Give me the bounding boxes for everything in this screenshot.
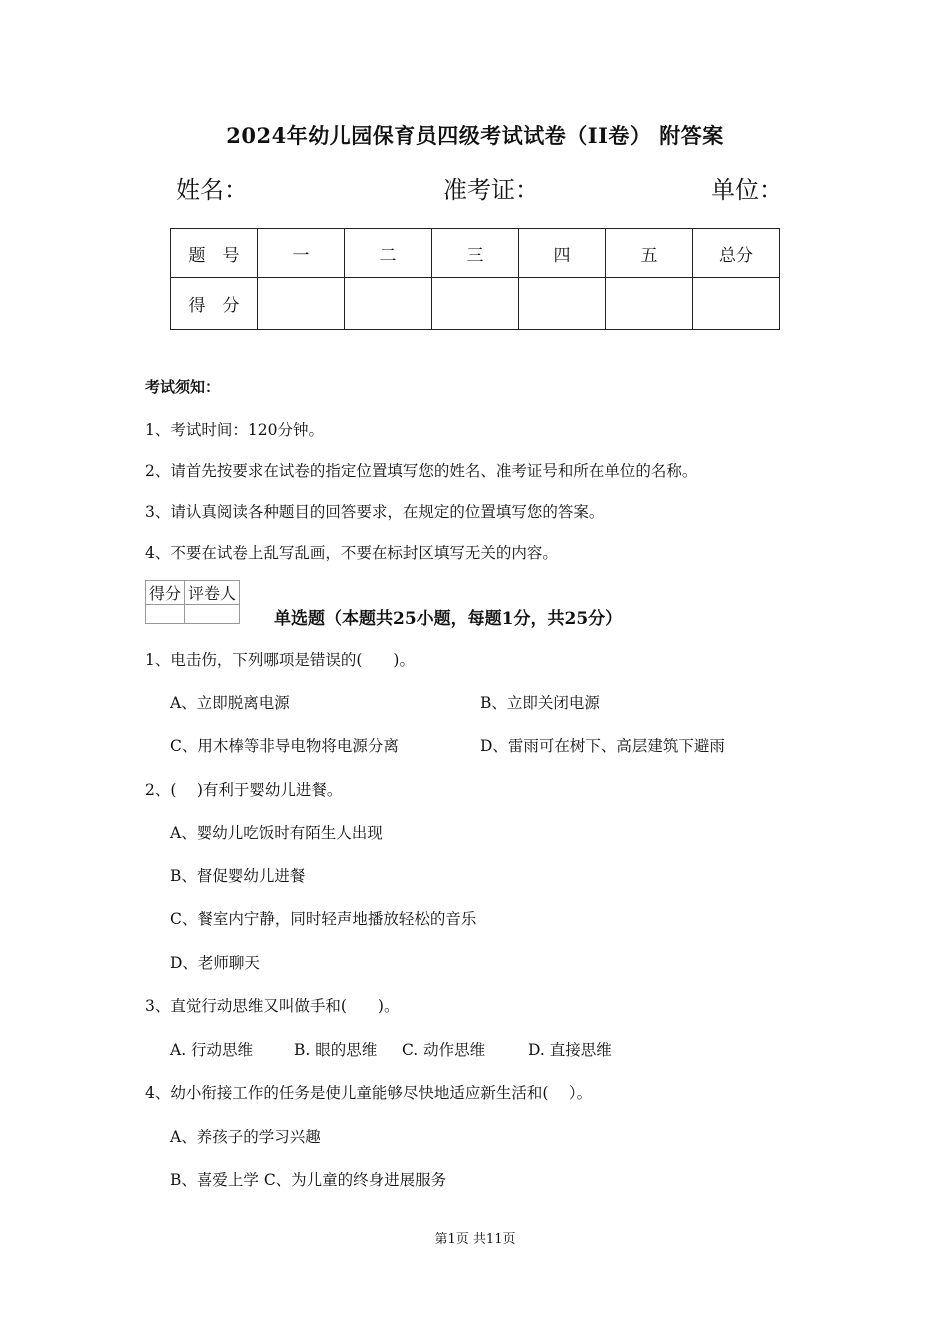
score-table-header-row	[171, 229, 780, 278]
question-option: C. 动作思维	[402, 1041, 486, 1059]
score-header-cell: 二	[345, 229, 432, 278]
question-option: C、用木棒等非导电物将电源分离	[170, 737, 399, 755]
score-cell	[258, 278, 345, 330]
question-option: A、养孩子的学习兴趣	[170, 1128, 321, 1146]
question-option: A、婴幼儿吃饭时有陌生人出现	[170, 824, 383, 842]
question-option: A. 行动思维	[170, 1041, 254, 1059]
score-cell	[606, 278, 693, 330]
question-option: B、督促婴幼儿进餐	[170, 867, 306, 885]
question-option: D、老师聊天	[170, 954, 260, 972]
document-title: 2024年幼儿园保育员四级考试试卷（II卷） 附答案	[226, 123, 724, 148]
question-stem: 1、电击伤，下列哪项是错误的( )。	[145, 651, 415, 669]
unit-label: 单位：	[711, 176, 783, 204]
score-table-score-row	[171, 278, 780, 330]
score-header-cell: 四	[519, 229, 606, 278]
score-cell	[519, 278, 606, 330]
question-stem: 2、( )有利于婴幼儿进餐。	[145, 781, 343, 799]
question-option: D、雷雨可在树下、高层建筑下避雨	[480, 737, 725, 755]
grader-score-cell	[146, 605, 185, 624]
notice-item: 4、不要在试卷上乱写乱画，不要在标封区填写无关的内容。	[145, 544, 558, 562]
question-option: C、餐室内宁静，同时轻声地播放轻松的音乐	[170, 910, 477, 928]
question-option: B. 眼的思维	[294, 1041, 378, 1059]
score-table	[170, 228, 780, 330]
question-option: D. 直接思维	[528, 1041, 612, 1059]
question-option: B、立即关闭电源	[480, 694, 600, 712]
question-stem: 3、直觉行动思维又叫做手和( )。	[145, 997, 400, 1015]
section-title: 单选题（本题共25小题，每题1分，共25分）	[274, 609, 623, 629]
grader-name-cell	[185, 605, 240, 624]
score-header-cell: 一	[258, 229, 345, 278]
grader-table	[145, 580, 240, 624]
page-footer: 第1页 共11页	[434, 1232, 516, 1247]
notice-item: 1、考试时间：120分钟。	[145, 421, 324, 439]
grader-name-label: 评卷人	[185, 581, 240, 605]
score-cell	[693, 278, 780, 330]
score-header-cell: 总分	[693, 229, 780, 278]
score-header-cell: 三	[432, 229, 519, 278]
question-option: A、立即脱离电源	[170, 694, 290, 712]
score-cell	[345, 278, 432, 330]
score-header-cell: 题 号	[171, 229, 258, 278]
notice-item: 3、请认真阅读各种题目的回答要求，在规定的位置填写您的答案。	[145, 503, 605, 521]
notice-heading: 考试须知：	[145, 378, 221, 396]
question-stem: 4、幼小衔接工作的任务是使儿童能够尽快地适应新生活和( ）。	[145, 1084, 593, 1102]
grader-score-label: 得分	[146, 581, 185, 605]
score-row-label: 得 分	[171, 278, 258, 330]
exam-id-label: 准考证：	[443, 176, 539, 204]
score-header-cell: 五	[606, 229, 693, 278]
name-label: 姓名：	[176, 176, 248, 204]
notice-item: 2、请首先按要求在试卷的指定位置填写您的姓名、准考证号和所在单位的名称。	[145, 462, 698, 480]
question-option: B、喜爱上学 C、为儿童的终身进展服务	[170, 1171, 447, 1189]
score-cell	[432, 278, 519, 330]
